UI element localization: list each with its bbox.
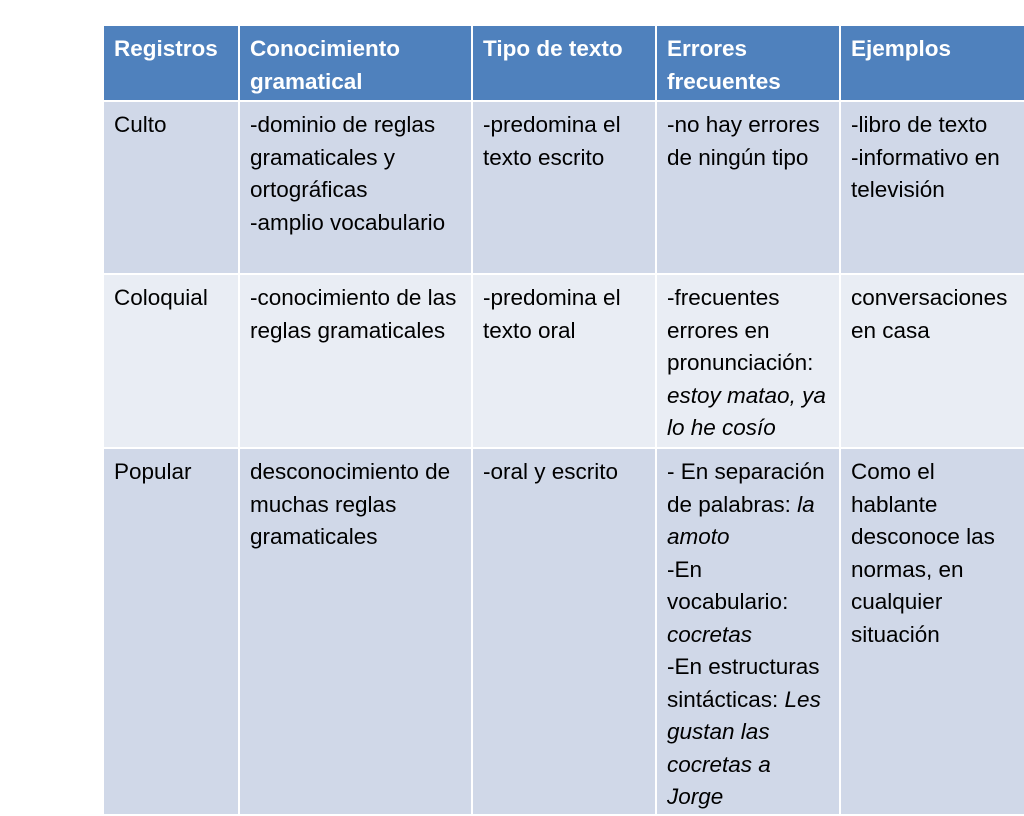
cell-conocimiento — [239, 101, 472, 274]
text-line: -libro de texto — [851, 112, 988, 137]
table-row-popular — [103, 448, 1024, 815]
cell-registro: Popular — [103, 448, 239, 815]
text-line: -amplio vocabulario — [250, 209, 446, 235]
error-item: - En separación de palabras: la amoto — [667, 459, 825, 549]
cell-tipo: -predomina el texto escrito — [472, 101, 656, 274]
header-errores: Errores frecuentes — [656, 25, 840, 101]
cell-errores: -no hay errores de ningún tipo — [656, 101, 840, 274]
register-table — [102, 24, 1024, 816]
cell-ejemplos: conversaciones en casa — [840, 274, 1024, 448]
error-item: -En estructuras sintácticas: Les gustan las cocretas a Jorge — [667, 654, 821, 809]
header-conocimiento: Conocimiento gramatical — [239, 25, 472, 101]
cell-tipo: -oral y escrito — [472, 448, 656, 815]
text-line: -informativo en televisión — [851, 144, 1000, 202]
error-item: -En vocabulario: cocretas — [667, 556, 789, 647]
cell-conocimiento: desconocimiento de muchas reglas gramaticales — [239, 448, 472, 815]
cell-tipo: -predomina el texto oral — [472, 274, 656, 448]
cell-registro: Culto — [103, 101, 239, 274]
example-text: Les gustan las cocretas a Jorge — [667, 686, 821, 809]
header-ejemplos: Ejemplos — [840, 25, 1024, 101]
header-tipo: Tipo de texto — [472, 25, 656, 101]
table-row-coloquial — [103, 274, 1024, 448]
cell-registro: Coloquial — [103, 274, 239, 448]
header-row — [103, 25, 1024, 101]
table-row-culto — [103, 101, 1024, 274]
cell-errores: -frecuentes errores en pronunciación: estoy matao, ya lo he cosío — [656, 274, 840, 448]
cell-ejemplos — [840, 101, 1024, 274]
cell-errores — [656, 448, 840, 815]
cell-conocimiento: -conocimiento de las reglas gramaticales — [239, 274, 472, 448]
cell-ejemplos: Como el hablante desconoce las normas, en cualquier situación — [840, 448, 1024, 815]
example-text: la amoto — [667, 491, 815, 549]
example-text: cocretas — [667, 621, 753, 647]
header-registros: Registros — [103, 25, 239, 101]
text-line: -dominio de reglas gramaticales y ortográficas — [250, 112, 436, 202]
example-text: estoy matao, ya lo he cosío — [667, 382, 826, 440]
